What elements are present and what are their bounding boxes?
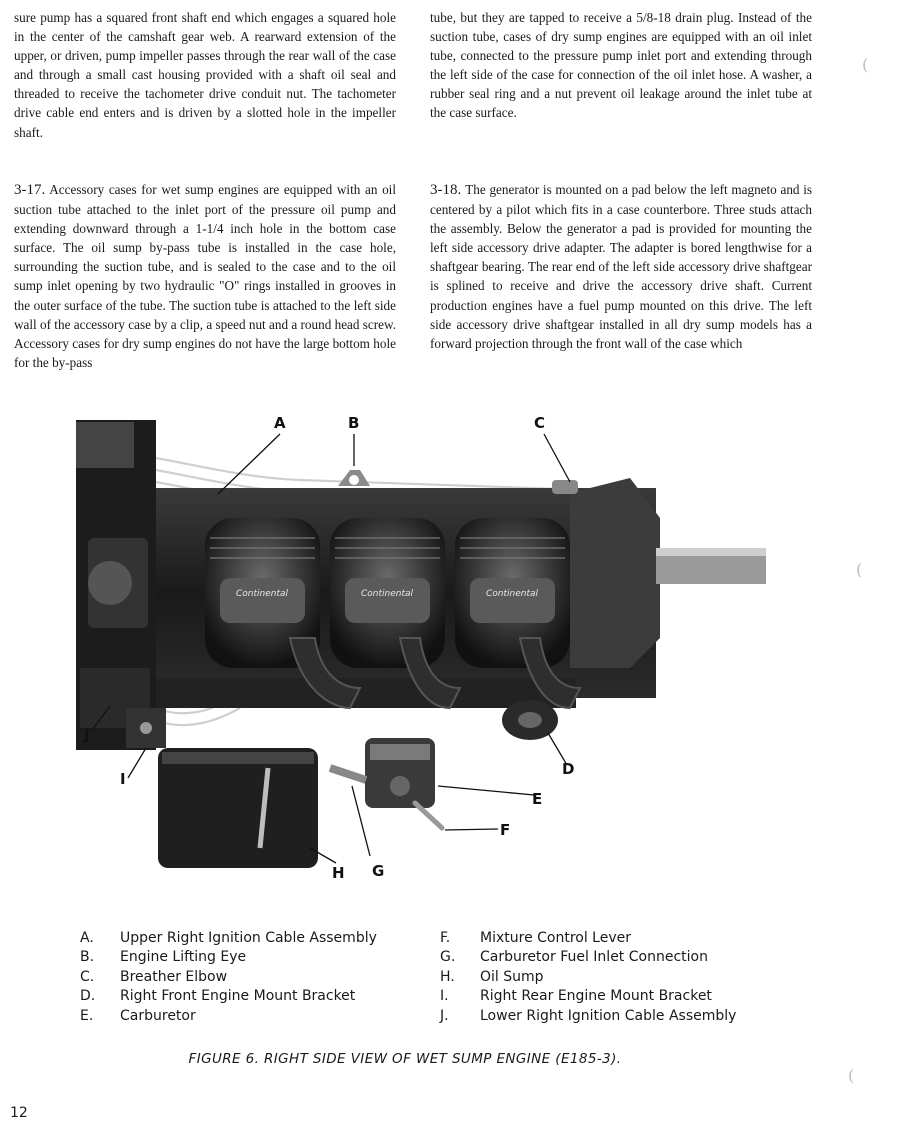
paragraph-3-18 xyxy=(430,180,812,353)
callout-e: E xyxy=(532,790,543,808)
cylinder-brand-3: Continental xyxy=(485,589,539,599)
legend-key: B. xyxy=(80,949,95,966)
engine-photo xyxy=(70,408,810,888)
legend-item xyxy=(80,969,377,988)
legend-label: Engine Lifting Eye xyxy=(120,949,247,966)
nose-case xyxy=(570,478,660,668)
legend-item xyxy=(440,969,736,988)
callout-d: D xyxy=(562,760,575,778)
legend-key: J. xyxy=(440,1007,449,1024)
legend-key: F. xyxy=(440,930,451,946)
paragraph-number: 3-18. xyxy=(430,182,462,198)
paragraph-number: 3-17. xyxy=(14,182,46,198)
legend-item xyxy=(440,930,736,949)
figure-caption: FIGURE 6. RIGHT SIDE VIEW OF WET SUMP ENGINE (E185-3). xyxy=(188,1051,622,1067)
legend-key: I. xyxy=(440,988,449,1005)
page-number: 12 xyxy=(10,1105,28,1121)
legend-key: C. xyxy=(80,968,95,985)
legend-label: Right Rear Engine Mount Bracket xyxy=(480,988,712,1005)
text-column-left-top xyxy=(14,8,396,142)
engine-figure xyxy=(70,408,810,888)
legend-item xyxy=(80,1008,377,1027)
callout-j: J xyxy=(84,726,90,744)
legend-label: Carburetor xyxy=(120,1007,196,1024)
paragraph-3-17 xyxy=(14,180,396,372)
legend-item xyxy=(440,1008,736,1027)
legend-label: Lower Right Ignition Cable Assembly xyxy=(480,1007,737,1024)
legend-label: Upper Right Ignition Cable Assembly xyxy=(120,930,377,946)
legend-item xyxy=(440,949,736,968)
legend-left-column xyxy=(80,930,377,1027)
legend-key: D. xyxy=(80,988,96,1005)
legend-key: H. xyxy=(440,968,455,985)
legend-key: A. xyxy=(80,930,94,946)
legend-label: Mixture Control Lever xyxy=(480,930,632,946)
callout-h: H xyxy=(332,864,345,882)
callout-b: B xyxy=(348,414,360,432)
legend-item xyxy=(440,988,736,1007)
paragraph-text: The generator is mounted on a pad below the left magneto and is centered by a pilot which fits in a case counterbore. Three studs attach the assembly. Below the generator a pad is provided for mounting the left side accessory drive adapter. The adapter is bored lengthwise for a shaftgear bearing. The rear end of the left side accessory drive shaftgear is splined to receive and drive the accessory drive shaft. Current production engines have a fuel pump mounted on this drive. The left side accessory drive shaftgear installed in all dry sump models has a forward projection through the front wall of the case which xyxy=(430,182,812,351)
callout-c: C xyxy=(534,414,546,432)
margin-mark: ( xyxy=(856,560,863,579)
legend-label: Right Front Engine Mount Bracket xyxy=(120,988,356,1005)
legend-label: Carburetor Fuel Inlet Connection xyxy=(480,949,708,966)
carburetor xyxy=(365,738,435,808)
oil-pan-rail xyxy=(156,678,576,708)
margin-mark: ( xyxy=(862,55,869,74)
legend-key: G. xyxy=(440,949,456,966)
legend-key: E. xyxy=(80,1007,94,1024)
legend-label: Oil Sump xyxy=(480,968,544,985)
margin-mark: ( xyxy=(848,1066,855,1085)
breather-elbow xyxy=(552,480,578,494)
callout-a: A xyxy=(274,414,286,432)
fuel-inlet-connection xyxy=(330,768,366,780)
lifting-eye-hole xyxy=(349,475,359,485)
cylinder-brand-1: Continental xyxy=(235,589,289,599)
callout-f: F xyxy=(500,821,511,839)
text-column-right-top xyxy=(430,8,812,123)
cylinder-brand-2: Continental xyxy=(360,589,414,599)
legend-item xyxy=(80,988,377,1007)
legend-item xyxy=(80,949,377,968)
paragraph-continued-left: sure pump has a squared front shaft end which engages a squared hole in the center of the camshaft gear web. A rearward extension of the upper, or driven, pump impeller passes through the rear wall of the case and through a small cast housing provided with a shaft oil seal and threaded to receive the tachometer drive conduit nut. The tachometer drive cable end enters and is driven by a slotted hole in the impeller shaft. xyxy=(14,10,396,140)
paragraph-text: Accessory cases for wet sump engines are equipped with an oil suction tube attached to the inlet port of the pressure oil pump and extending downward through a 1-1/4 inch hole in the bottom case surface. The oil sump by-pass tube is installed in the case hole, surrounding the suction tube, and is sealed to the case and to the oil sump inlet opening by two hydraulic "O" rings installed in grooves in the outer surface of the tube. The suction tube is attached to the left side wall of the accessory case by a clip, a speed nut and a round head screw. Accessory cases for dry sump engines do not have the large bottom hole for the by-pass xyxy=(14,182,396,370)
accessory-case xyxy=(76,420,156,750)
callout-g: G xyxy=(372,862,385,880)
oil-sump xyxy=(158,748,318,868)
legend-right-column xyxy=(440,930,736,1027)
legend-label: Breather Elbow xyxy=(120,968,228,985)
paragraph-continued-right: tube, but they are tapped to receive a 5/8-18 drain plug. Instead of the suction tube, cases of dry sump engines are equipped with an oil inlet tube, connected to the pressure pump inlet port and extending through the left side of the case for connection of the oil inlet hose. A washer, a rubber seal ring and a nut prevent oil leakage around the inlet tube at the case surface. xyxy=(430,10,812,121)
callout-i: I xyxy=(120,770,126,788)
legend-item xyxy=(80,930,377,949)
